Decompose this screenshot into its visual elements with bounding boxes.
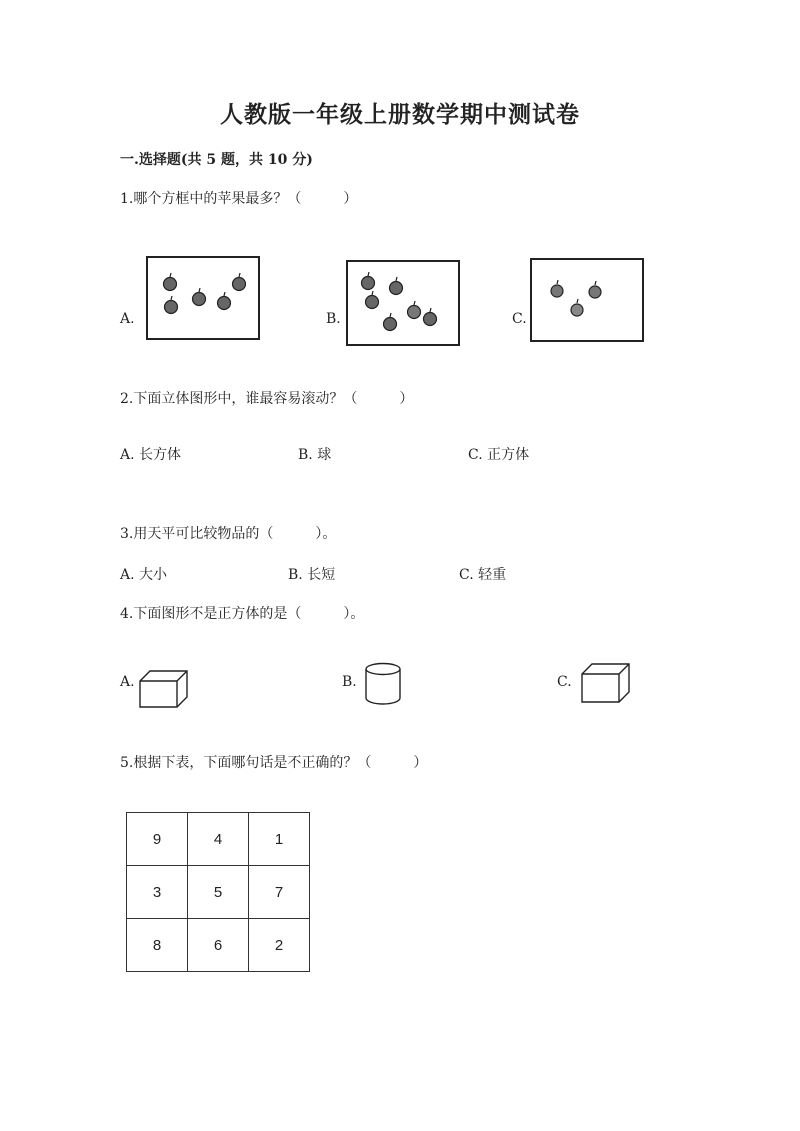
q2-option-b: B. 球 xyxy=(298,447,332,463)
table-cell: 2 xyxy=(249,919,310,972)
table-row xyxy=(127,919,310,972)
q4-option-c-label: C. xyxy=(557,674,572,690)
question-5-text: 5.根据下表，下面哪句话是不正确的？（ ） xyxy=(120,755,428,771)
table-cell: 7 xyxy=(249,866,310,919)
q3-option-a: A. 大小 xyxy=(120,567,168,583)
table-cell: 1 xyxy=(249,813,310,866)
cube-icon xyxy=(138,667,190,709)
question-4-text: 4.下面图形不是正方体的是（ ）。 xyxy=(120,606,365,622)
q4-option-b-label: B. xyxy=(342,674,357,690)
question-1-text: 1.哪个方框中的苹果最多？（ ） xyxy=(120,191,358,207)
q2-option-c: C. 正方体 xyxy=(468,447,530,463)
section-heading: 一.选择题(共 5 题，共 10 分) xyxy=(120,152,313,168)
page-title: 人教版一年级上册数学期中测试卷 xyxy=(220,101,580,128)
table-cell: 4 xyxy=(188,813,249,866)
question-2-text: 2.下面立体图形中，谁最容易滚动？（ ） xyxy=(120,391,414,407)
q1-option-a-apple-box xyxy=(146,256,260,340)
q4-option-a-label: A. xyxy=(120,674,135,690)
table-row xyxy=(127,813,310,866)
q1-option-c-label: C. xyxy=(512,311,527,327)
q1-option-b-label: B. xyxy=(326,311,341,327)
q3-option-b: B. 长短 xyxy=(288,567,336,583)
q1-option-b-apple-box xyxy=(346,260,460,346)
question-3-text: 3.用天平可比较物品的（ ）。 xyxy=(120,526,337,542)
q1-option-a-label: A. xyxy=(120,311,135,327)
table-cell: 9 xyxy=(127,813,188,866)
cuboid-icon xyxy=(580,662,632,704)
q3-option-c: C. 轻重 xyxy=(459,567,507,583)
cylinder-icon xyxy=(364,662,402,706)
q2-option-a: A. 长方体 xyxy=(120,447,182,463)
table-cell: 3 xyxy=(127,866,188,919)
table-row xyxy=(127,866,310,919)
table-cell: 8 xyxy=(127,919,188,972)
table-cell: 5 xyxy=(188,866,249,919)
table-cell: 6 xyxy=(188,919,249,972)
number-grid-table xyxy=(126,812,310,972)
q1-option-c-apple-box xyxy=(530,258,644,342)
